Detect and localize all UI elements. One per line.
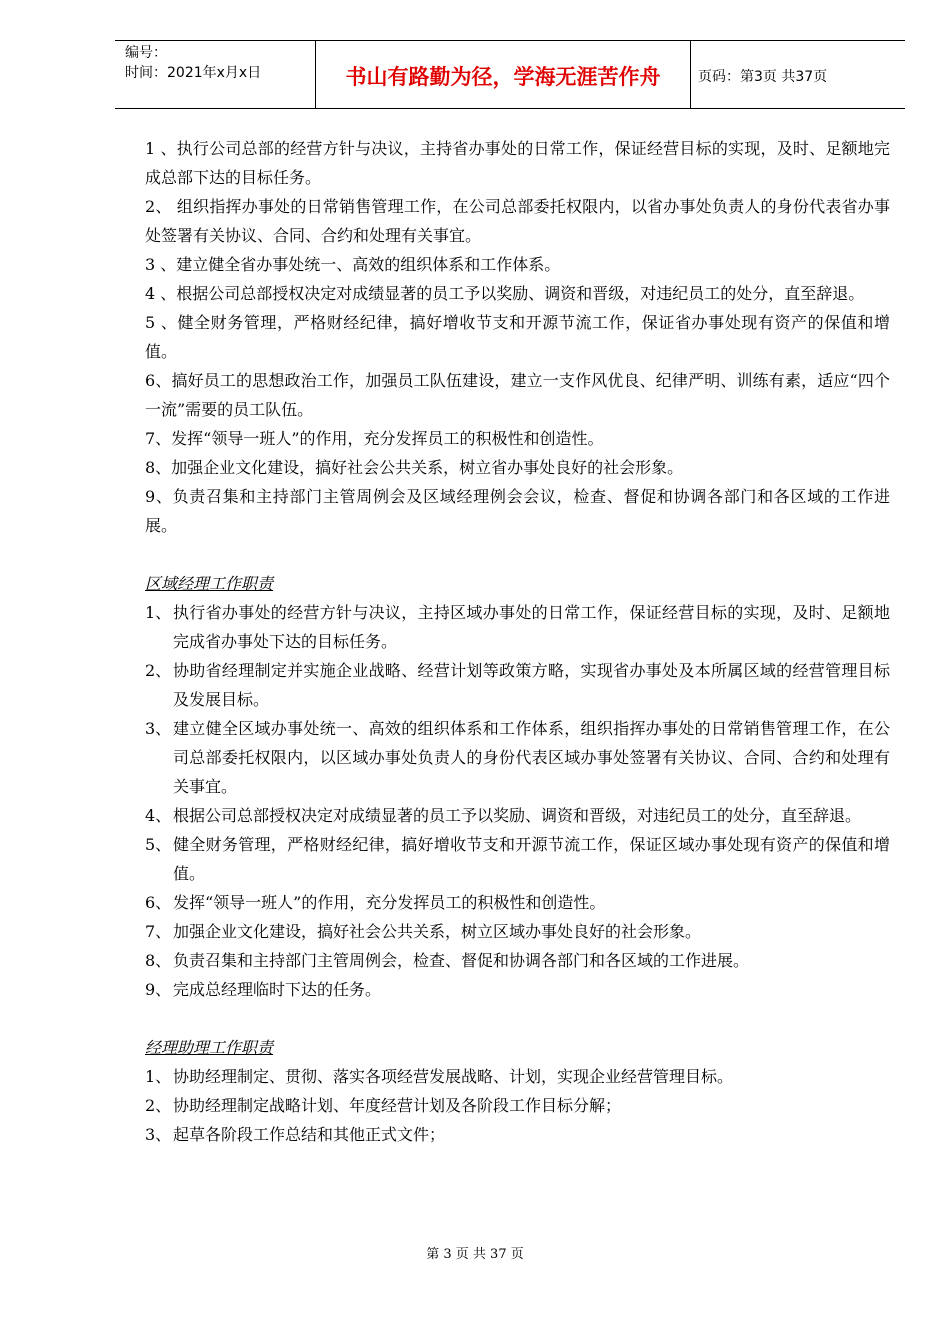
- item-text: 负责召集和主持部门主管周例会，检查、督促和协调各部门和各区域的工作进展。: [173, 951, 750, 970]
- intro-item: 6、搞好员工的思想政治工作，加强员工队伍建设，建立一支作风优良、纪律严明、训练有素，适应“四个一流”需要的员工队伍。: [145, 371, 890, 419]
- intro-item: 4 、根据公司总部授权决定对成绩显著的员工予以奖励、调资和晋级，对违纪员工的处分，直至辞退。: [145, 284, 865, 303]
- motto: 书山有路勤为径，学海无涯苦作舟: [345, 65, 661, 89]
- list-item: [145, 917, 890, 946]
- item-text: 协助省经理制定并实施企业战略、经营计划等政策方略，实现省办事处及本所属区域的经营管理目标及发展目标。: [173, 661, 890, 709]
- assistant-section-title: 经理助理工作职责: [145, 1038, 274, 1057]
- item-number: 2、: [145, 1096, 172, 1115]
- list-item: [145, 801, 890, 830]
- list-item: [145, 1062, 890, 1091]
- item-text: 根据公司总部授权决定对成绩显著的员工予以奖励、调资和晋级，对违纪员工的处分，直至辞退。: [173, 806, 862, 825]
- item-text: 协助经理制定战略计划、年度经营计划及各阶段工作目标分解；: [173, 1096, 622, 1115]
- header-page-cell: [690, 41, 905, 108]
- item-number: 7、: [145, 922, 172, 941]
- list-item: [145, 1120, 890, 1149]
- item-text: 起草各阶段工作总结和其他正式文件；: [173, 1125, 446, 1144]
- item-number: 1、: [145, 603, 172, 622]
- item-number: 1、: [145, 1067, 172, 1086]
- item-text: 发挥“领导一班人”的作用，充分发挥员工的积极性和创造性。: [173, 893, 606, 912]
- number-label: 编号：: [125, 45, 167, 61]
- list-item: [145, 975, 890, 1004]
- item-text: 建立健全区域办事处统一、高效的组织体系和工作体系，组织指挥办事处的日常销售管理工作，在公司总部委托权限内，以区域办事处负责人的身份代表区域办事处签署有关协议、合同、合约和处理有关事宜。: [173, 719, 890, 796]
- list-item: [145, 656, 890, 714]
- item-number: 3、: [145, 1125, 172, 1144]
- spacer: [145, 540, 890, 569]
- list-item: [145, 888, 890, 917]
- intro-item: 3 、建立健全省办事处统一、高效的组织体系和工作体系。: [145, 255, 561, 274]
- list-item: [145, 1091, 890, 1120]
- intro-item: 2、 组织指挥办事处的日常销售管理工作，在公司总部委托权限内，以省办事处负责人的身份代表省办事处签署有关协议、合同、合约和处理有关事宜。: [145, 197, 890, 245]
- page-header: [115, 40, 905, 109]
- item-number: 2、: [145, 661, 172, 680]
- header-motto-cell: [315, 41, 691, 108]
- intro-item: 9、负责召集和主持部门主管周例会及区域经理例会会议，检查、督促和协调各部门和各区域的工作进展。: [145, 487, 890, 535]
- page-footer: 第 3 页 共 37 页: [426, 1247, 524, 1262]
- item-text: 协助经理制定、贯彻、落实各项经营发展战略、计划，实现企业经营管理目标。: [173, 1067, 734, 1086]
- assistant-duties-list: [145, 1062, 890, 1149]
- item-number: 6、: [145, 893, 172, 912]
- item-text: 完成总经理临时下达的任务。: [173, 980, 382, 999]
- list-item: [145, 714, 890, 801]
- regional-duties-list: [145, 598, 890, 1004]
- list-item: [145, 598, 890, 656]
- intro-item: 1 、执行公司总部的经营方针与决议，主持省办事处的日常工作，保证经营目标的实现，及时、足额地完成总部下达的目标任务。: [145, 139, 890, 187]
- page-label: 页码：第3页 共37页: [698, 69, 828, 85]
- header-info-cell: [115, 41, 315, 108]
- document-body: [145, 134, 890, 1149]
- item-text: 健全财务管理，严格财经纪律，搞好增收节支和开源节流工作，保证区域办事处现有资产的保值和增值。: [173, 835, 890, 883]
- spacer: [145, 1004, 890, 1033]
- intro-list: [145, 134, 890, 540]
- intro-item: 8、加强企业文化建设，搞好社会公共关系，树立省办事处良好的社会形象。: [145, 458, 684, 477]
- item-number: 3、: [145, 719, 172, 738]
- item-text: 加强企业文化建设，搞好社会公共关系，树立区域办事处良好的社会形象。: [173, 922, 702, 941]
- time-label: 时间：2021年x月x日: [125, 65, 262, 81]
- list-item: [145, 830, 890, 888]
- item-number: 9、: [145, 980, 172, 999]
- intro-item: 5 、健全财务管理，严格财经纪律，搞好增收节支和开源节流工作，保证省办事处现有资产的保值和增值。: [145, 313, 890, 361]
- item-text: 执行省办事处的经营方针与决议，主持区域办事处的日常工作，保证经营目标的实现，及时、足额地完成省办事处下达的目标任务。: [173, 603, 890, 651]
- item-number: 4、: [145, 806, 172, 825]
- intro-item: 7、发挥“领导一班人”的作用，充分发挥员工的积极性和创造性。: [145, 429, 604, 448]
- item-number: 8、: [145, 951, 172, 970]
- list-item: [145, 946, 890, 975]
- regional-section-title: 区域经理工作职责: [145, 574, 274, 593]
- item-number: 5、: [145, 835, 172, 854]
